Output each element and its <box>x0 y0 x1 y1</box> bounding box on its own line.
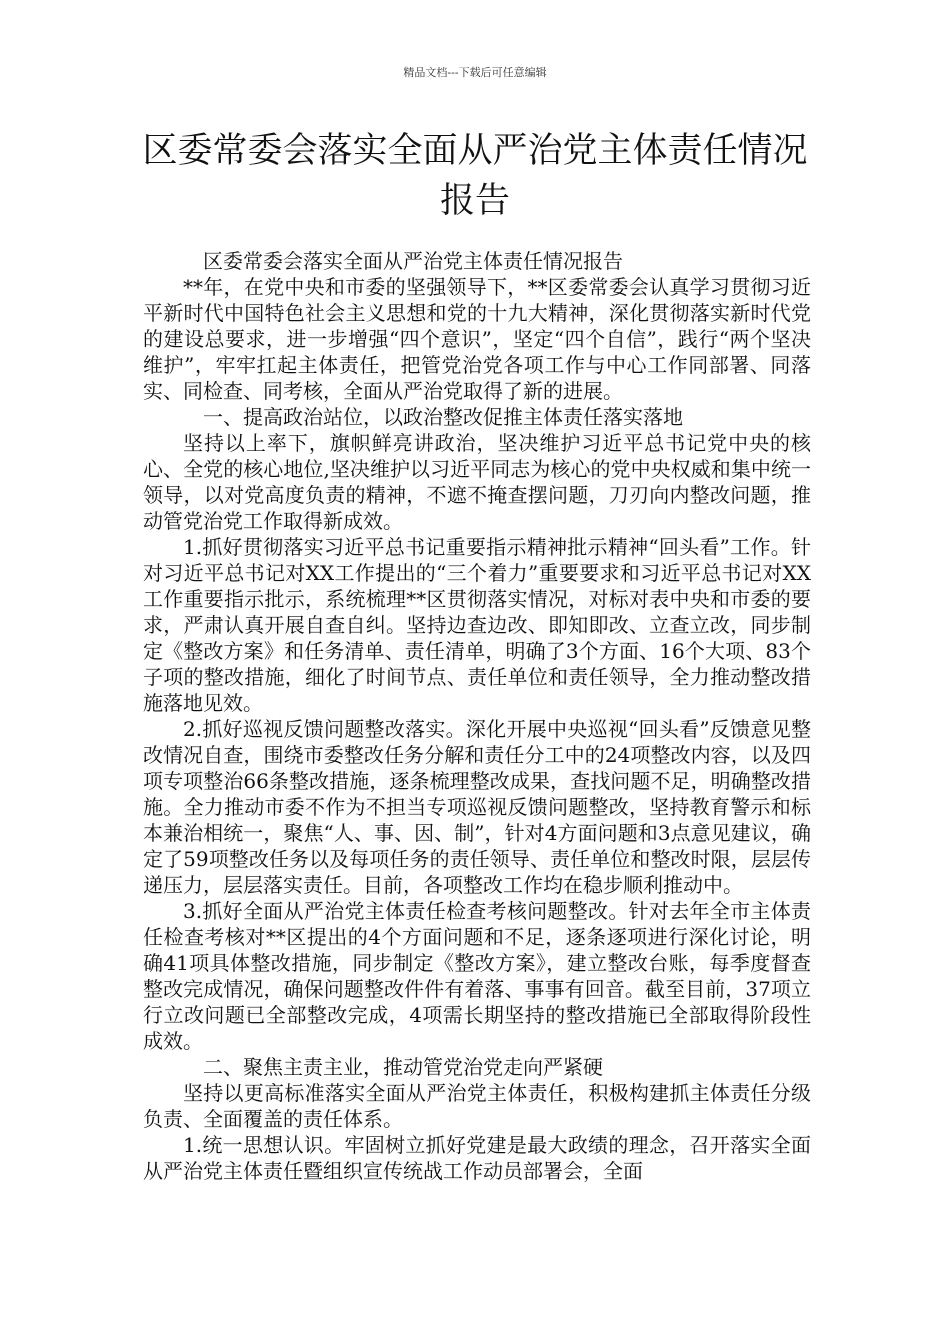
paragraph-item-2-1: 1.统一思想认识。牢固树立抓好党建是最大政绩的理念，召开落实全面从严治党主体责任暨组织宣传统战工作动员部署会，全面 <box>143 1133 811 1183</box>
document-subtitle: 区委常委会落实全面从严治党主体责任情况报告 <box>203 249 623 273</box>
document-body <box>143 248 811 1184</box>
paragraph-section-1-intro: 坚持以上率下，旗帜鲜亮讲政治，坚决维护习近平总书记党中央的核心、全党的核心地位,坚决维护以习近平同志为核心的党中央权威和集中统一领导，以对党高度负责的精神，不遮不掩查摆问题，刀刃向内整改问题，推动管党治党工作取得新成效。 <box>143 431 811 533</box>
paragraph-item-1-2: 2.抓好巡视反馈问题整改落实。深化开展中央巡视“回头看”反馈意见整改情况自查，围绕市委整改任务分解和责任分工中的24项整改内容，以及四项专项整治66条整改措施，逐条梳理整改成果，查找问题不足，明确整改措施。全力推动市委不作为不担当专项巡视反馈问题整改，坚持教育警示和标本兼治相统一，聚焦“人、事、因、制”，针对4方面问题和3点意见建议，确定了59项整改任务以及每项任务的责任领导、责任单位和整改时限，层层传递压力，层层落实责任。目前，各项整改工作均在稳步顺利推动中。 <box>143 717 811 897</box>
paragraph-item-1-1: 1.抓好贯彻落实习近平总书记重要指示精神批示精神“回头看”工作。针对习近平总书记对XX工作提出的“三个着力”重要要求和习近平总书记对XX工作重要指示批示，系统梳理**区贯彻落实情况，对标对表中央和市委的要求，严肃认真开展自查自纠。坚持边查边改、即知即改、立查立改，同步制定《整改方案》和任务清单、责任清单，明确了3个方面、16个大项、83个子项的整改措施，细化了时间节点、责任单位和责任领导，全力推动整改措施落地见效。 <box>143 535 811 715</box>
section-heading-2: 二、聚焦主责主业，推动管党治党走向严紧硬 <box>203 1055 603 1079</box>
paragraph-item-1-3: 3.抓好全面从严治党主体责任检查考核问题整改。针对去年全市主体责任检查考核对**区提出的4个方面问题和不足，逐条逐项进行深化讨论，明确41项具体整改措施，同步制定《整改方案》，建立整改台账，每季度督查整改完成情况，确保问题整改件件有着落、事事有回音。截至目前，37项立行立改问题已全部整改完成，4项需长期坚持的整改措施已全部取得阶段性成效。 <box>143 899 811 1053</box>
page-header: 精品文档---下载后可任意编辑 <box>403 66 547 79</box>
document-title: 区委常委会落实全面从严治党主体责任情况报告 <box>142 131 808 221</box>
paragraph-section-2-intro: 坚持以更高标准落实全面从严治党主体责任，积极构建抓主体责任分级负责、全面覆盖的责任体系。 <box>143 1081 811 1131</box>
paragraph-intro: **年，在党中央和市委的坚强领导下，**区委常委会认真学习贯彻习近平新时代中国特色社会主义思想和党的十九大精神，深化贯彻落实新时代党的建设总要求，进一步增强“四个意识”，坚定“四个自信”，践行“两个坚决维护”，牢牢扛起主体责任，把管党治党各项工作与中心工作同部署、同落实、同检查、同考核，全面从严治党取得了新的进展。 <box>143 275 811 403</box>
section-heading-1: 一、提高政治站位，以政治整改促推主体责任落实落地 <box>203 405 683 429</box>
